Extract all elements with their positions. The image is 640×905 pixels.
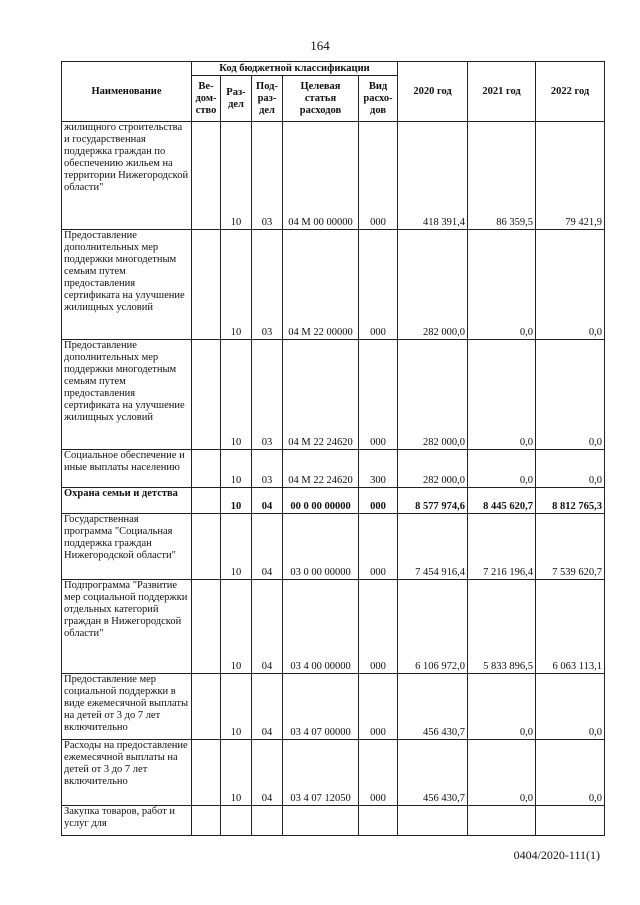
row-expense-type: 000 [359,580,398,674]
header-vedomstvo: Ве-дом-ство [192,76,221,122]
row-razdel: 10 [221,230,252,340]
table-row [62,230,605,340]
row-vedomstvo [192,230,221,340]
table-row [62,580,605,674]
row-amount-2020: 282 000,0 [398,450,468,488]
row-podrazdel: 03 [252,450,283,488]
table-row [62,740,605,806]
row-razdel [221,806,252,836]
row-expense-type: 000 [359,230,398,340]
table-row [62,450,605,488]
row-name: Подпрограмма "Развитие мер социальной поддержки отдельных категорий граждан в Нижегородской области" [62,580,192,674]
row-vedomstvo [192,450,221,488]
row-name: Охрана семьи и детства [62,488,192,514]
row-razdel: 10 [221,674,252,740]
row-amount-2020: 282 000,0 [398,340,468,450]
row-amount-2020: 456 430,7 [398,740,468,806]
budget-table [61,61,605,836]
row-podrazdel: 04 [252,674,283,740]
row-vedomstvo [192,740,221,806]
row-target-article: 03 4 00 00000 [283,580,359,674]
header-podrazdel: Под-раз-дел [252,76,283,122]
row-target-article: 03 4 07 00000 [283,674,359,740]
row-expense-type: 300 [359,450,398,488]
row-amount-2021 [468,806,536,836]
row-expense-type: 000 [359,340,398,450]
row-vedomstvo [192,340,221,450]
header-razdel: Раз-дел [221,76,252,122]
row-vedomstvo [192,580,221,674]
table-row [62,488,605,514]
row-amount-2021: 0,0 [468,340,536,450]
row-target-article: 03 0 00 00000 [283,514,359,580]
row-expense-type: 000 [359,514,398,580]
header-year-2022: 2022 год [536,62,605,122]
row-target-article: 00 0 00 00000 [283,488,359,514]
row-name: Предоставление дополнительных мер поддержки многодетным семьям путем предоставления сертификата на улучшение жилищных условий [62,230,192,340]
header-budget-code-group: Код бюджетной классификации [192,62,398,76]
row-name: жилищного строительства и государственная поддержка граждан по обеспечению жильем на территории Нижегородской области" [62,122,192,230]
table-row [62,674,605,740]
row-amount-2021: 8 445 620,7 [468,488,536,514]
row-amount-2021: 0,0 [468,674,536,740]
row-podrazdel: 04 [252,488,283,514]
page-number: 164 [310,38,330,53]
row-vedomstvo [192,806,221,836]
row-vedomstvo [192,488,221,514]
table-row [62,806,605,836]
row-vedomstvo [192,122,221,230]
row-amount-2020: 7 454 916,4 [398,514,468,580]
row-name: Расходы на предоставление ежемесячной выплаты на детей от 3 до 7 лет включительно [62,740,192,806]
row-name: Государственная программа "Социальная поддержка граждан Нижегородской области" [62,514,192,580]
row-vedomstvo [192,674,221,740]
row-expense-type: 000 [359,674,398,740]
row-razdel: 10 [221,488,252,514]
row-podrazdel: 04 [252,514,283,580]
row-amount-2022: 8 812 765,3 [536,488,605,514]
document-code: 0404/2020-111(1) [513,848,600,862]
row-target-article: 04 М 00 00000 [283,122,359,230]
row-expense-type: 000 [359,122,398,230]
row-expense-type: 000 [359,488,398,514]
row-amount-2022: 0,0 [536,450,605,488]
row-razdel: 10 [221,122,252,230]
row-amount-2021: 86 359,5 [468,122,536,230]
row-name: Предоставление дополнительных мер поддержки многодетным семьям путем предоставления сертификата на улучшение жилищных условий [62,340,192,450]
table-row [62,340,605,450]
row-razdel: 10 [221,740,252,806]
row-amount-2021: 0,0 [468,740,536,806]
row-amount-2020: 282 000,0 [398,230,468,340]
row-amount-2021: 5 833 896,5 [468,580,536,674]
row-amount-2021: 7 216 196,4 [468,514,536,580]
header-year-2021: 2021 год [468,62,536,122]
row-amount-2022: 0,0 [536,740,605,806]
row-amount-2022: 79 421,9 [536,122,605,230]
table-row [62,122,605,230]
header-year-2020: 2020 год [398,62,468,122]
row-amount-2022: 0,0 [536,340,605,450]
row-amount-2022: 7 539 620,7 [536,514,605,580]
row-amount-2021: 0,0 [468,450,536,488]
row-podrazdel [252,806,283,836]
row-amount-2022: 0,0 [536,230,605,340]
header-target-article: Целевая статья расходов [283,76,359,122]
row-razdel: 10 [221,340,252,450]
row-razdel: 10 [221,580,252,674]
row-razdel: 10 [221,514,252,580]
row-name: Предоставление мер социальной поддержки в виде ежемесячной выплаты на детей от 3 до 7 лет включительно [62,674,192,740]
row-name: Социальное обеспечение и иные выплаты населению [62,450,192,488]
row-podrazdel: 03 [252,340,283,450]
row-amount-2022: 6 063 113,1 [536,580,605,674]
row-amount-2022: 0,0 [536,674,605,740]
row-target-article: 04 М 22 24620 [283,340,359,450]
row-name: Закупка товаров, работ и услуг для [62,806,192,836]
header-name: Наименование [62,62,192,122]
row-target-article: 03 4 07 12050 [283,740,359,806]
row-amount-2020: 8 577 974,6 [398,488,468,514]
row-amount-2020: 456 430,7 [398,674,468,740]
row-podrazdel: 03 [252,122,283,230]
row-target-article: 04 М 22 00000 [283,230,359,340]
row-amount-2022 [536,806,605,836]
row-amount-2021: 0,0 [468,230,536,340]
row-vedomstvo [192,514,221,580]
row-podrazdel: 03 [252,230,283,340]
row-razdel: 10 [221,450,252,488]
row-target-article: 04 М 22 24620 [283,450,359,488]
row-expense-type: 000 [359,740,398,806]
header-expense-type: Вид расхо-дов [359,76,398,122]
row-amount-2020: 418 391,4 [398,122,468,230]
table-row [62,514,605,580]
row-amount-2020: 6 106 972,0 [398,580,468,674]
row-amount-2020 [398,806,468,836]
row-expense-type [359,806,398,836]
row-podrazdel: 04 [252,580,283,674]
row-podrazdel: 04 [252,740,283,806]
row-target-article [283,806,359,836]
